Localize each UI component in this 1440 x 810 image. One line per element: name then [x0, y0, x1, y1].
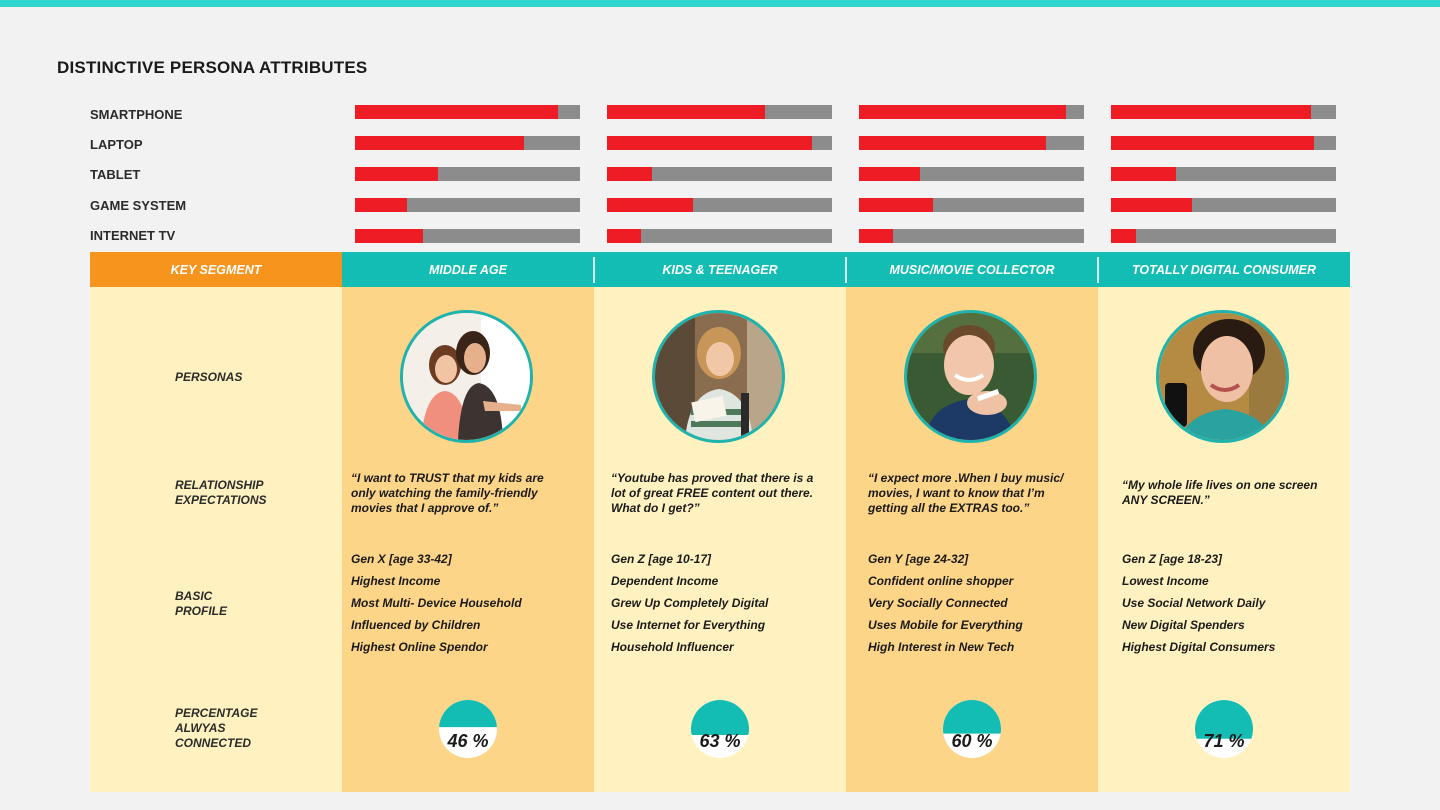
row-label-personas	[175, 370, 242, 385]
usage-bar-track	[607, 167, 832, 181]
usage-bar-fill	[607, 198, 693, 212]
device-label-smartphone: SMARTPHONE	[90, 107, 183, 122]
usage-bar-track	[355, 198, 580, 212]
usage-bar-track	[1111, 105, 1336, 119]
row-label-text: CONNECTED	[175, 736, 252, 750]
usage-bar-track	[607, 198, 832, 212]
quote-music-movie-collector: “I expect more .When I buy music/ movies, I want to know that I’m getting all the EXTRAS too.”	[868, 471, 1064, 515]
usage-bar-fill	[607, 229, 641, 243]
profile-middle-age	[351, 551, 581, 661]
pie-slice-connected	[943, 700, 1001, 734]
usage-bar-fill	[355, 167, 438, 181]
usage-bar-track	[859, 198, 1084, 212]
usage-bar-track	[859, 229, 1084, 243]
row-label-basic-profile	[175, 589, 227, 619]
connected-percent-middle-age: 46 %	[447, 731, 489, 751]
usage-bar-fill	[1111, 105, 1311, 119]
usage-bar-fill	[859, 167, 920, 181]
profile-item: Gen X [age 33-42]	[351, 552, 452, 566]
profile-item: Use Internet for Everything	[611, 618, 766, 632]
usage-bar-track	[859, 136, 1084, 150]
profile-item: Highest Income	[351, 574, 441, 588]
usage-bar-track	[859, 105, 1084, 119]
usage-bar-fill	[859, 105, 1066, 119]
connected-percent-totally-digital-consumer: 71 %	[1203, 731, 1245, 751]
profile-item: Uses Mobile for Everything	[868, 618, 1023, 632]
profile-kids-teenager	[611, 551, 841, 661]
segment-header-totally-digital-consumer: TOTALLY DIGITAL CONSUMER	[1098, 252, 1350, 287]
device-label-internet-tv: INTERNET TV	[90, 228, 176, 243]
usage-bar-fill	[355, 198, 407, 212]
row-label-text: PROFILE	[175, 604, 228, 618]
profile-item: Use Social Network Daily	[1122, 596, 1266, 610]
persona-photo-mother-daughter	[400, 310, 533, 443]
profile-item: Dependent Income	[611, 574, 719, 588]
usage-bar-fill	[355, 105, 558, 119]
profile-item: Confident online shopper	[868, 574, 1014, 588]
usage-bar-track	[607, 136, 832, 150]
usage-bar-track	[1111, 167, 1336, 181]
usage-bar-fill	[859, 136, 1046, 150]
row-label-relationship	[175, 478, 267, 508]
usage-bar-track	[859, 167, 1084, 181]
persona-photo-teen-girl	[652, 310, 785, 443]
quote-middle-age: “I want to TRUST that my kids are only watching the family-friendly movies that I approve of.”	[351, 471, 544, 515]
header-divider	[1097, 257, 1099, 283]
profile-item: Highest Online Spendor	[351, 640, 488, 654]
usage-bar-fill	[1111, 167, 1176, 181]
segment-header-music-movie-collector: MUSIC/MOVIE COLLECTOR	[846, 252, 1098, 287]
persona-photo-young-man	[904, 310, 1037, 443]
profile-item: Household Influencer	[611, 640, 734, 654]
pie-slice-connected	[691, 700, 749, 735]
header-divider	[845, 257, 847, 283]
quote-kids-teenager: “Youtube has proved that there is a lot of great FREE content out there. What do I get?”	[611, 471, 814, 515]
usage-bar-track	[355, 136, 580, 150]
profile-item: New Digital Spenders	[1122, 618, 1245, 632]
profile-totally-digital-consumer	[1122, 551, 1342, 661]
usage-bar-track	[355, 105, 580, 119]
row-label-text: PERSONAS	[175, 370, 243, 384]
row-label-text: BASIC	[175, 589, 213, 603]
quote-totally-digital-consumer: “My whole life lives on one screen ANY SCREEN.”	[1122, 478, 1318, 507]
usage-bar-fill	[1111, 229, 1136, 243]
usage-bar-track	[355, 229, 580, 243]
row-label-text: EXPECTATIONS	[175, 493, 267, 507]
profile-item: Highest Digital Consumers	[1122, 640, 1276, 654]
pie-slice-connected	[439, 700, 497, 727]
page-title: DISTINCTIVE PERSONA ATTRIBUTES	[57, 58, 368, 77]
connected-percent-music-movie-collector: 60 %	[951, 731, 993, 751]
persona-photo-young-woman	[1156, 310, 1289, 443]
profile-item: Gen Z [age 18-23]	[1122, 552, 1223, 566]
usage-bar-fill	[859, 229, 893, 243]
profile-item: Most Multi- Device Household	[351, 596, 522, 610]
usage-bar-fill	[355, 229, 423, 243]
profile-item: Very Socially Connected	[868, 596, 1008, 610]
row-label-text: PERCENTAGE	[175, 706, 258, 720]
segment-header-middle-age: MIDDLE AGE	[342, 252, 594, 287]
row-label-text: ALWYAS	[175, 721, 226, 735]
header-divider	[593, 257, 595, 283]
usage-bar-fill	[859, 198, 933, 212]
usage-bar-track	[1111, 136, 1336, 150]
usage-bar-fill	[1111, 136, 1314, 150]
device-label-tablet: TABLET	[90, 167, 141, 182]
usage-bar-fill	[607, 105, 765, 119]
profile-item: Gen Y [age 24-32]	[868, 552, 969, 566]
device-label-game-system: GAME SYSTEM	[90, 198, 187, 213]
profile-item: High Interest in New Tech	[868, 640, 1015, 654]
usage-bar-fill	[607, 136, 812, 150]
profile-music-movie-collector	[868, 551, 1098, 661]
usage-bar-track	[607, 229, 832, 243]
usage-bar-fill	[1111, 198, 1192, 212]
usage-bar-track	[607, 105, 832, 119]
row-label-percentage	[175, 706, 257, 751]
top-accent-bar	[0, 0, 1440, 7]
usage-bar-fill	[355, 136, 524, 150]
profile-item: Influenced by Children	[351, 618, 481, 632]
key-segment-header: KEY SEGMENT	[90, 252, 342, 287]
connected-percent-kids-teenager: 63 %	[699, 731, 741, 751]
segment-header-kids-teenager: KIDS & TEENAGER	[594, 252, 846, 287]
usage-bar-track	[1111, 198, 1336, 212]
profile-item: Lowest Income	[1122, 574, 1209, 588]
usage-bar-fill	[607, 167, 652, 181]
device-label-laptop: LAPTOP	[90, 137, 143, 152]
row-label-text: RELATIONSHIP	[175, 478, 264, 492]
usage-bar-track	[1111, 229, 1336, 243]
usage-bar-track	[355, 167, 580, 181]
profile-item: Grew Up Completely Digital	[611, 596, 769, 610]
profile-item: Gen Z [age 10-17]	[611, 552, 712, 566]
